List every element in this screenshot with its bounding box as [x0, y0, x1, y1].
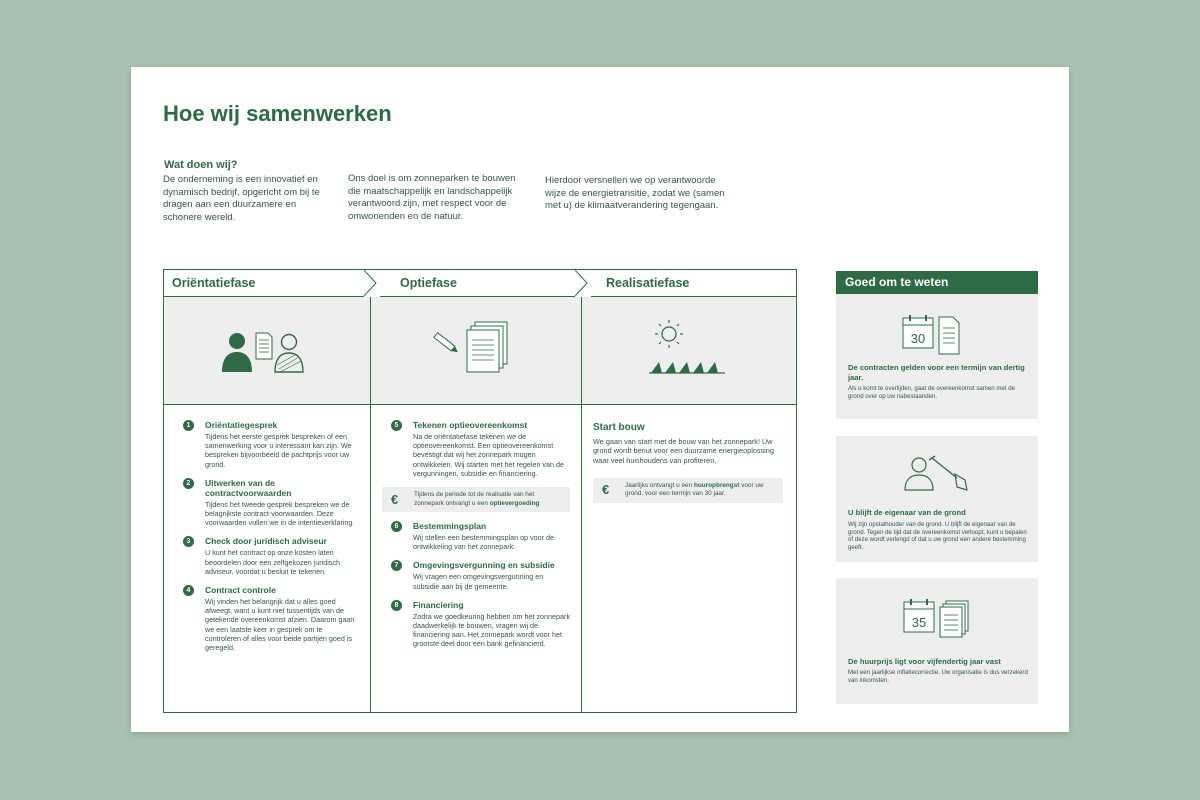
step-description: Tijdens het eerste gesprek bespreken of een samenwerking voor u interessant kan zijn. We bespreken bijvoorbeeld de pachtprijs voor uw grond.: [205, 432, 352, 469]
card-description: Wij zijn opstalhouder van de grond. U blijft de eigenaar van de grond. Tegen de tijd dat de overeenkomst verloopt, kunt u bepalen of deze wordt verlengd of dat u uw grond een andere bestemming geeft.: [848, 521, 1027, 551]
step-title: Omgevingsvergunning en subsidie: [413, 560, 555, 571]
step-number: 1: [183, 420, 194, 431]
calendar-document-icon: [901, 314, 971, 356]
step-title: Oriëntatiegesprek: [205, 420, 278, 430]
card-description: Met een jaarlijkse inflatiecorrectie. Uw organisatie is dus verzekerd van inkomsten.: [848, 669, 1028, 684]
step-5: [389, 420, 571, 478]
step-3: [181, 536, 359, 576]
person-shovel-icon: [902, 454, 976, 494]
info-card-contract-term: [836, 294, 1038, 419]
step-description: Tijdens het tweede gesprek bespreken we de belagrijkste contract-voorwaarden. Deze voorwaarden vullen we in de intentieverklaring.: [205, 499, 355, 528]
intro-heading: Wat doen wij?: [164, 159, 238, 171]
info-card-ownership: [836, 436, 1038, 562]
sun-solar-panels-icon: [639, 318, 739, 380]
pen-documents-icon: [429, 320, 529, 380]
info-sheet: [131, 67, 1069, 732]
page-title: Hoe wij samenwerken: [163, 101, 392, 126]
calendar-number: 35: [911, 615, 927, 630]
card-title: De huurprijs ligt voor vijfendertig jaar vast: [848, 657, 1001, 666]
step-2: [181, 478, 359, 528]
calendar-number: 30: [910, 331, 926, 346]
step-title: Financiering: [413, 599, 464, 610]
phase-header-optie: Optiefase: [400, 276, 457, 290]
step-8: [389, 600, 571, 649]
step-description: U kunt het contract op onze kosten laten beoordelen door een zelfgekozen juridisch adviseur, voordat u besluit te tekenen.: [205, 548, 341, 576]
step-description: Wij vinden het belangrijk dat u alles goed afweegt, want u kunt niet tussentijds van de getekende overeenkomst afzien. Daarom gaan we een laatste keer in gesprek om te controleren of alles voor beide partijen goed is geregeld.: [205, 597, 355, 653]
step-title: Check door juridisch adviseur: [205, 536, 327, 547]
step-1: [181, 420, 359, 469]
note-highlight: optievergoeding: [489, 499, 540, 507]
realisatie-content: [593, 422, 785, 503]
calendar-documents-icon: [900, 598, 976, 640]
note-text: Jaarlijks ontvangt u een: [625, 481, 693, 489]
step-number: 5: [391, 420, 402, 431]
info-card-rent-price: [836, 578, 1038, 704]
step-7: [389, 560, 571, 590]
step-number: 7: [391, 560, 402, 571]
huuropbrengst-note: [593, 478, 783, 503]
phase-header-realisatie: Realisatiefase: [606, 276, 690, 290]
step-title: Tekenen optieovereenkomst: [413, 420, 528, 430]
step-title: Uitwerken van de contractvoorwaarden: [205, 477, 292, 498]
card-title: De contracten gelden voor een termijn van dertig jaar.: [848, 363, 1025, 382]
illustration-divider: [164, 404, 796, 405]
goed-om-te-weten-heading: Goed om te weten: [836, 271, 1038, 294]
chevron-arrow-2: [575, 270, 591, 297]
step-description: Wij vragen een omgevingsvergunning en subsidie aan bij de gemeente.: [413, 572, 544, 591]
intro-paragraph-3: Hierdoor versnellen we op verantwoorde wijze de energietransitie, zodat we (samen met u) de klimaatverandering tegengaan.: [545, 175, 725, 212]
orientatie-steps: [181, 420, 359, 661]
step-6: [389, 521, 571, 551]
start-bouw-description: We gaan van start met de bouw van het zonnepark! Uw grond wordt benut voor een duurzame energieoplossing waar veel huishoudens van profiteren.: [593, 437, 774, 465]
column-divider-1: [370, 270, 371, 712]
step-4: [181, 585, 359, 652]
phases-table: [163, 269, 797, 713]
phase-header-orientatie: Oriëntatiefase: [172, 276, 256, 290]
step-number: 3: [183, 536, 194, 547]
chevron-arrow-1: [364, 270, 380, 297]
people-document-icon: [216, 325, 326, 375]
step-number: 4: [183, 585, 194, 596]
step-number: 6: [391, 521, 402, 532]
step-description: Wij stellen een bestemmingsplan op voor de ontwikkeling van het zonnepark.: [413, 533, 555, 552]
column-divider-2: [581, 270, 582, 712]
note-highlight: huuropbrengst: [693, 481, 740, 489]
step-description: Zodra we goedkeuring hebben om het zonnepark daadwerkelijk te bouwen, vragen wij de financiering aan. Het zonnepark wordt voor het grootste deel door een bank gefinancierd.: [413, 611, 571, 649]
euro-icon: €: [602, 482, 610, 498]
step-number: 2: [183, 478, 194, 489]
note-text-after: voor uw grond, voor een termijn van 30 jaar.: [625, 481, 764, 498]
card-description: Als u komt te overlijden, gaat de overeenkomst samen met de grond over op uw nabestaanden.: [848, 385, 1015, 400]
card-title: U blijft de eigenaar van de grond: [848, 508, 966, 517]
step-number: 8: [391, 600, 402, 611]
start-bouw-title: Start bouw: [593, 422, 645, 433]
header-divider: [164, 296, 796, 297]
step-title: Contract controle: [205, 585, 276, 596]
note-text: Tijdens de periode tot de realisatie van het zonnepark ontvangt u een: [414, 491, 535, 507]
intro-paragraph-1: De onderneming is een innovatief en dynamisch bedrijf, opgericht om bij te dragen aan een duurzamere en schonere wereld.: [163, 174, 320, 223]
step-description: Na de oriëntatiefase tekenen we de optieovereenkomst. Een optieovereenkomst bevestigt dat wij het zonnepark mogen ontwikkelen. Wij starten met het regelen van de vergunningen, subsidie en financiering.: [413, 432, 565, 478]
optie-steps: [389, 420, 571, 658]
step-title: Bestemmingsplan: [413, 521, 487, 532]
optievergoeding-note: [382, 487, 570, 512]
euro-icon: €: [391, 491, 399, 507]
intro-paragraph-2: Ons doel is om zonneparken te bouwen die maatschappelijk en landschappelijk verantwoord zijn, met respect voor de omwonenden en de natuur.: [348, 173, 516, 222]
